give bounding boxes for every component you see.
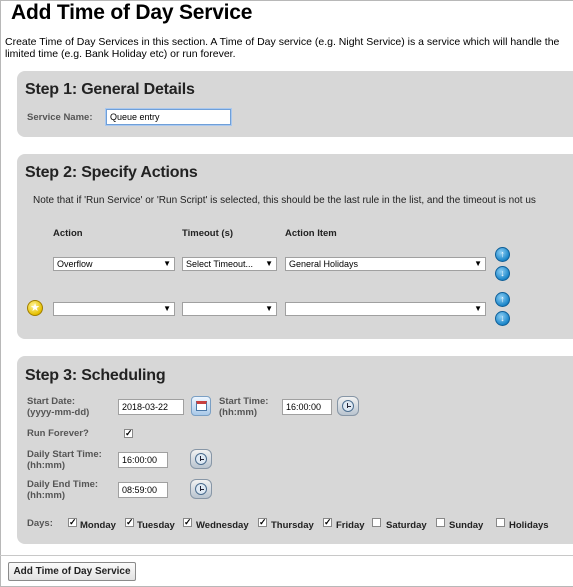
timeout-select-value: Select Timeout... [186, 259, 254, 269]
action-item-select-value: General Holidays [289, 259, 359, 269]
chevron-down-icon: ▼ [474, 304, 482, 313]
daily-start-label-line2: (hh:mm) [27, 460, 65, 471]
action-item-select[interactable] [285, 257, 486, 271]
step1-title: Step 1: General Details [25, 81, 195, 98]
daily-end-input[interactable]: 08:59:00 [118, 482, 168, 498]
footer-divider [0, 555, 573, 556]
start-date-label [27, 396, 89, 418]
page-title: Add Time of Day Service [11, 1, 253, 24]
start-time-label [219, 396, 268, 418]
start-date-input[interactable]: 2018-03-22 [118, 399, 184, 415]
day-label-holidays: Holidays [509, 520, 549, 531]
arrow-up-icon[interactable]: ↑ [495, 247, 510, 262]
day-checkbox-friday[interactable]: ✓ [324, 517, 332, 527]
arrow-down-icon[interactable]: ↓ [495, 266, 510, 281]
timeout-select[interactable] [182, 257, 277, 271]
day-checkbox-saturday[interactable] [372, 518, 381, 527]
day-checkbox-monday[interactable]: ✓ [69, 517, 77, 527]
chevron-down-icon: ▼ [265, 304, 273, 313]
start-time-input[interactable]: 16:00:00 [282, 399, 332, 415]
run-forever-label: Run Forever? [27, 428, 89, 439]
day-label-wednesday: Wednesday [196, 520, 249, 531]
arrow-up-icon[interactable]: ↑ [495, 292, 510, 307]
day-label-saturday: Saturday [386, 520, 427, 531]
start-date-label-line2: (yyyy-mm-dd) [27, 407, 90, 418]
day-checkbox-thursday[interactable]: ✓ [259, 517, 267, 527]
day-label-friday: Friday [336, 520, 365, 531]
daily-end-label-line1: Daily End Time: [27, 479, 99, 490]
service-name-input[interactable]: Queue entry [106, 109, 231, 125]
run-forever-checkbox[interactable]: ✓ [125, 428, 133, 438]
step3-title: Step 3: Scheduling [25, 367, 166, 384]
step3-panel [17, 356, 573, 544]
action-item-header: Action Item [285, 228, 337, 239]
arrow-down-icon[interactable]: ↓ [495, 311, 510, 326]
clock-icon[interactable] [190, 479, 212, 499]
chevron-down-icon: ▼ [474, 259, 482, 268]
chevron-down-icon: ▼ [265, 259, 273, 268]
calendar-icon[interactable] [191, 396, 211, 416]
step1-panel [17, 71, 573, 137]
day-checkbox-sunday[interactable] [436, 518, 445, 527]
day-checkbox-holidays[interactable] [496, 518, 505, 527]
step2-title: Step 2: Specify Actions [25, 164, 198, 181]
day-label-sunday: Sunday [449, 520, 484, 531]
daily-start-label [27, 449, 102, 471]
daily-end-label-line2: (hh:mm) [27, 490, 65, 501]
chevron-down-icon: ▼ [163, 259, 171, 268]
intro-text [5, 36, 573, 60]
daily-end-label [27, 479, 98, 501]
action-select-value: Overflow [57, 259, 93, 269]
clock-icon[interactable] [190, 449, 212, 469]
day-label-thursday: Thursday [271, 520, 314, 531]
start-time-label-line1: Start Time: [219, 396, 269, 407]
day-label-monday: Monday [80, 520, 116, 531]
step2-panel [17, 154, 573, 339]
add-service-button[interactable]: Add Time of Day Service [8, 562, 136, 581]
action-select-new[interactable] [53, 302, 175, 316]
service-name-label: Service Name: [27, 112, 93, 123]
timeout-select-new[interactable] [182, 302, 277, 316]
start-date-label-line1: Start Date: [27, 396, 76, 407]
daily-start-label-line1: Daily Start Time: [27, 449, 102, 460]
day-checkbox-tuesday[interactable]: ✓ [126, 517, 134, 527]
intro-line-1: Create Time of Day Services in this section. A Time of Day service (e.g. Night Service) is a service which will handle the [5, 36, 560, 48]
day-label-tuesday: Tuesday [137, 520, 175, 531]
daily-start-input[interactable]: 16:00:00 [118, 452, 168, 468]
action-item-select-new[interactable] [285, 302, 486, 316]
step2-note: Note that if 'Run Service' or 'Run Script' is selected, this should be the last rule in the list, and the timeout is not us [33, 195, 536, 206]
timeout-header: Timeout (s) [182, 228, 234, 239]
intro-line-2: limited time (e.g. Bank Holiday etc) or run forever. [5, 48, 236, 60]
day-checkbox-wednesday[interactable]: ✓ [184, 517, 192, 527]
action-header: Action [53, 228, 83, 239]
start-time-label-line2: (hh:mm) [219, 407, 257, 418]
clock-icon[interactable] [337, 396, 359, 416]
chevron-down-icon: ▼ [163, 304, 171, 313]
days-label: Days: [27, 518, 53, 529]
action-select[interactable] [53, 257, 175, 271]
add-star-icon[interactable]: ★ [27, 300, 43, 316]
